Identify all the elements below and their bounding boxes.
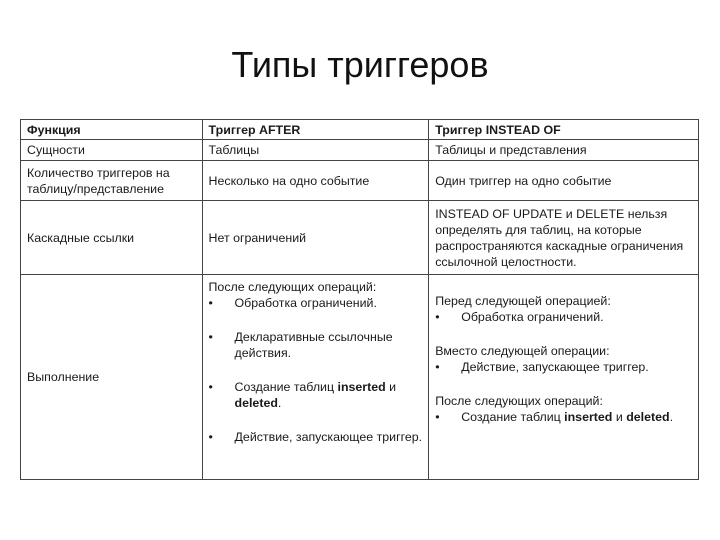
deleted-keyword: deleted bbox=[626, 410, 670, 424]
list-item bbox=[209, 295, 423, 311]
cell-feature: Каскадные ссылки bbox=[21, 201, 203, 275]
list-spacer bbox=[209, 411, 423, 429]
cell-feature: Выполнение bbox=[21, 275, 203, 480]
after-intro: После следующих операций: bbox=[208, 280, 377, 294]
inserted-keyword: inserted bbox=[564, 410, 613, 424]
instead-before-list bbox=[435, 309, 692, 325]
trigger-types-table bbox=[20, 119, 699, 480]
list-item-text: Создание таблиц inserted и deleted. bbox=[461, 410, 674, 424]
section-spacer bbox=[435, 375, 692, 393]
cell-feature: Сущности bbox=[21, 140, 203, 161]
cell-after bbox=[202, 275, 429, 480]
header-after: Триггер AFTER bbox=[202, 120, 429, 140]
list-item-text: Создание таблиц inserted и deleted. bbox=[234, 380, 397, 410]
list-item-text: Обработка ограничений. bbox=[234, 296, 377, 310]
list-item-text: Действие, запускающее триггер. bbox=[461, 360, 649, 374]
bullet-icon: • bbox=[208, 430, 213, 444]
cell-feature: Количество триггеров на таблицу/представление bbox=[21, 161, 203, 201]
cell-instead: Один триггер на одно событие bbox=[429, 161, 699, 201]
bullet-icon: • bbox=[208, 330, 213, 344]
list-item-text: Декларативные ссылочные действия. bbox=[234, 330, 393, 360]
list-item-text: Действие, запускающее триггер. bbox=[234, 430, 423, 444]
list-spacer bbox=[209, 361, 423, 379]
bullet-icon: • bbox=[435, 310, 440, 324]
cell-after: Таблицы bbox=[202, 140, 429, 161]
bullet-icon: • bbox=[208, 380, 213, 394]
list-item bbox=[435, 309, 692, 325]
header-feature: Функция bbox=[21, 120, 203, 140]
list-item-text: Обработка ограничений. bbox=[461, 310, 604, 324]
instead-insteadof-intro: Вместо следующей операции: bbox=[435, 344, 610, 358]
list-item bbox=[435, 409, 692, 425]
instead-before-intro: Перед следующей операцией: bbox=[435, 294, 611, 308]
page-title: Типы триггеров bbox=[231, 44, 489, 85]
section-spacer bbox=[435, 325, 692, 343]
bullet-icon: • bbox=[208, 296, 213, 310]
bullet-icon: • bbox=[435, 360, 440, 374]
after-list bbox=[209, 295, 423, 445]
inserted-keyword: inserted bbox=[337, 380, 386, 394]
list-item bbox=[209, 329, 423, 361]
header-instead-of: Триггер INSTEAD OF bbox=[429, 120, 699, 140]
instead-after-intro: После следующих операций: bbox=[435, 394, 603, 408]
cell-instead: Таблицы и представления bbox=[429, 140, 699, 161]
bullet-icon: • bbox=[435, 410, 440, 424]
list-spacer bbox=[209, 311, 423, 329]
list-item bbox=[209, 379, 423, 411]
table-header-row bbox=[21, 120, 699, 140]
table-row-cascade bbox=[21, 201, 699, 275]
deleted-keyword: deleted bbox=[234, 396, 278, 410]
list-item bbox=[435, 359, 692, 375]
instead-insteadof-list bbox=[435, 359, 692, 375]
cell-after: Нет ограничений bbox=[202, 201, 429, 275]
list-item bbox=[209, 429, 423, 445]
cell-after: Несколько на одно событие bbox=[202, 161, 429, 201]
instead-after-list bbox=[435, 409, 692, 425]
table-row-entities bbox=[21, 140, 699, 161]
cell-instead bbox=[429, 275, 699, 480]
cell-instead: INSTEAD OF UPDATE и DELETE нельзя определять для таблиц, на которые распространяются каскадные ограничения ссылочной целостности. bbox=[429, 201, 699, 275]
table-row-count bbox=[21, 161, 699, 201]
table-row-execution bbox=[21, 275, 699, 480]
